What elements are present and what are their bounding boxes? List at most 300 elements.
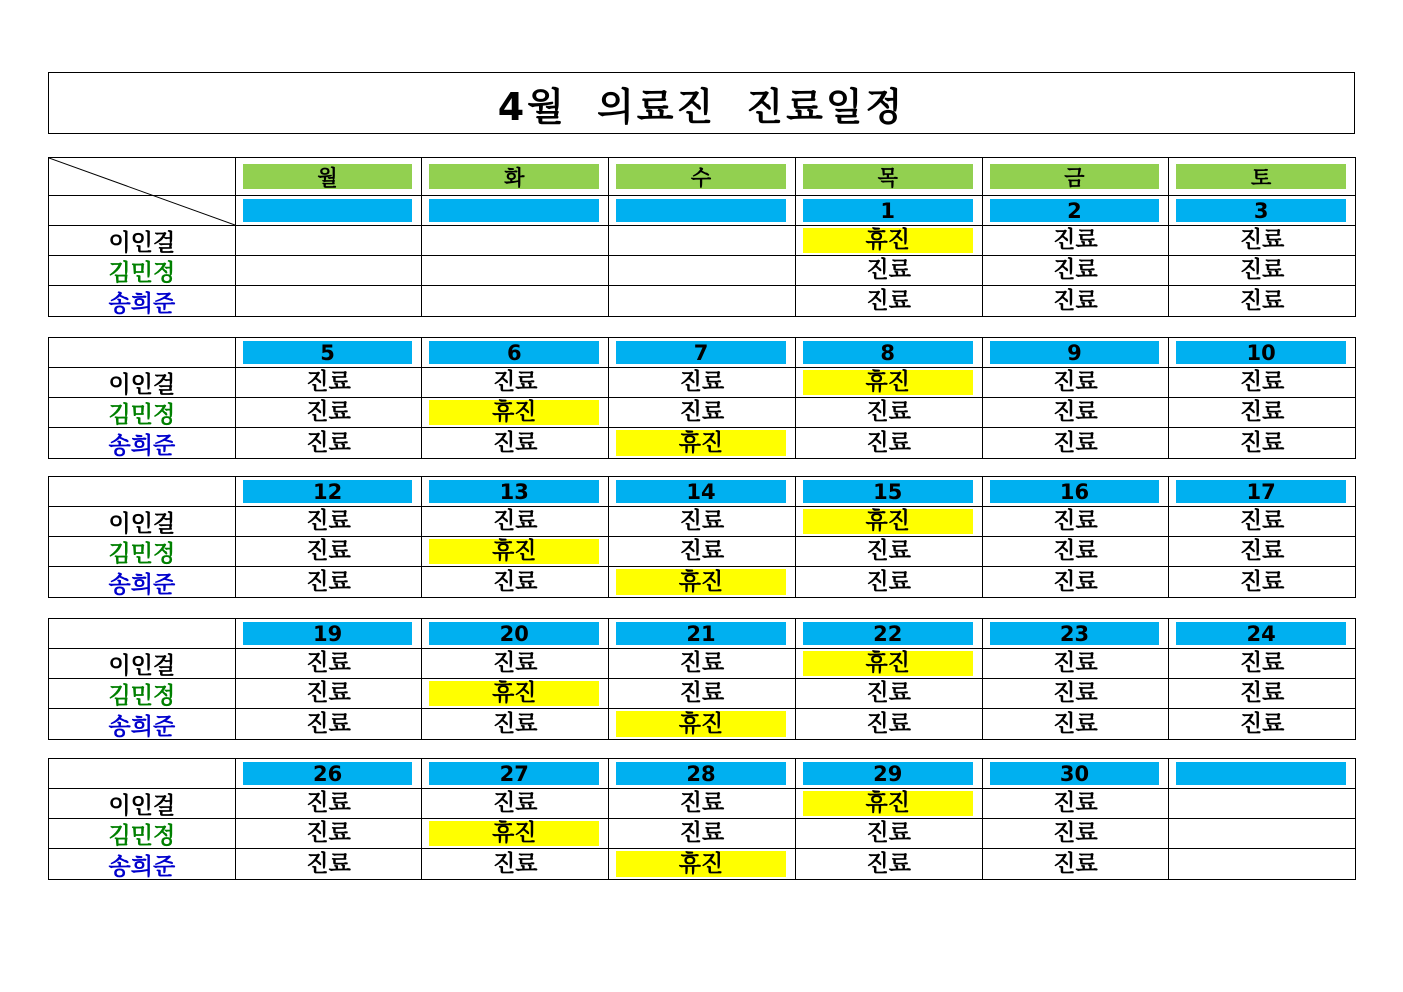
date-row-label-cell [49, 759, 236, 788]
status-off: 휴진 [865, 650, 910, 676]
off-day-highlight [616, 569, 786, 595]
schedule-cell [983, 256, 1170, 285]
date-cell [236, 338, 423, 367]
date-number: 8 [803, 341, 973, 364]
schedule-cell [422, 819, 609, 848]
doctor-name: 김민정 [108, 683, 176, 709]
status-working: 진료 [866, 820, 911, 846]
doctor-name-cell [49, 567, 236, 597]
corner-diagonal-cell [49, 158, 236, 195]
date-number: 12 [243, 480, 413, 503]
doctor-name-cell [49, 849, 236, 879]
date-number: 30 [990, 762, 1160, 785]
date-row-label-cell [49, 338, 236, 367]
date-number [429, 199, 599, 222]
off-day-highlight [803, 370, 973, 395]
date-cell [609, 759, 796, 788]
status-working: 진료 [306, 538, 351, 564]
doctor-name-cell [49, 679, 236, 708]
date-cell [422, 196, 609, 225]
status-working: 진료 [1239, 650, 1285, 676]
status-working: 진료 [866, 850, 911, 877]
status-working: 진료 [306, 680, 351, 706]
schedule-cell [236, 709, 423, 739]
doctor-name: 김민정 [108, 402, 176, 428]
schedule-cell [422, 709, 609, 739]
doctor-name-cell [49, 256, 236, 285]
schedule-cell [236, 398, 423, 427]
schedule-cell [1169, 679, 1355, 708]
status-working: 진료 [1239, 710, 1285, 737]
doctor-name-cell [49, 368, 236, 397]
schedule-cell [983, 679, 1170, 708]
schedule-cell [983, 649, 1170, 678]
schedule-cell [422, 398, 609, 427]
doctor-name: 송희준 [108, 713, 176, 740]
doctor-name: 송희준 [108, 290, 176, 317]
status-working: 진료 [493, 568, 538, 595]
doctor-row [49, 567, 1355, 597]
date-number: 24 [1176, 622, 1346, 645]
doctor-name-cell [49, 789, 236, 818]
schedule-cell [422, 226, 609, 255]
doctor-row [49, 819, 1355, 849]
schedule-cell [236, 679, 423, 708]
schedule-cell [422, 789, 609, 818]
week-table [48, 476, 1356, 598]
schedule-cell [609, 368, 796, 397]
status-working: 진료 [1239, 508, 1285, 534]
schedule-cell [609, 428, 796, 458]
date-cell [609, 338, 796, 367]
date-cell [796, 619, 983, 648]
date-cell [422, 759, 609, 788]
schedule-cell [983, 398, 1170, 427]
off-day-highlight [803, 228, 973, 253]
date-cell [983, 619, 1170, 648]
schedule-cell [1169, 226, 1355, 255]
status-working: 진료 [1053, 369, 1098, 395]
doctor-row [49, 286, 1355, 316]
schedule-cell [236, 226, 423, 255]
date-cell [236, 477, 423, 506]
status-off: 휴진 [678, 429, 724, 456]
date-number: 19 [243, 622, 413, 645]
schedule-cell [983, 709, 1170, 739]
status-working: 진료 [1053, 399, 1098, 425]
dayname-row [49, 158, 1355, 196]
date-number: 6 [429, 341, 599, 364]
status-working: 진료 [1239, 680, 1285, 706]
doctor-name: 송희준 [108, 853, 176, 880]
schedule-cell [796, 819, 983, 848]
status-working: 진료 [493, 650, 538, 676]
date-cell [422, 338, 609, 367]
schedule-cell [796, 649, 983, 678]
status-working: 진료 [866, 568, 911, 595]
schedule-cell [609, 649, 796, 678]
off-day-highlight [616, 851, 786, 877]
schedule-cell [796, 709, 983, 739]
status-working: 진료 [1053, 508, 1098, 534]
status-working: 진료 [1239, 429, 1285, 456]
doctor-row [49, 226, 1355, 256]
status-working: 진료 [1053, 227, 1098, 253]
date-cell [1169, 477, 1355, 506]
schedule-cell [1169, 286, 1355, 316]
doctor-name-cell [49, 428, 236, 458]
schedule-cell [796, 226, 983, 255]
date-row [49, 196, 1355, 226]
status-working: 진료 [679, 650, 725, 676]
dayname-cell [609, 158, 796, 195]
date-number: 7 [616, 341, 786, 364]
off-day-highlight [429, 681, 599, 706]
dayname-cell [796, 158, 983, 195]
schedule-cell [1169, 849, 1355, 879]
dayname-label: 월 [243, 164, 413, 189]
off-day-highlight [429, 400, 599, 425]
status-off: 휴진 [678, 568, 724, 595]
status-working: 진료 [1053, 568, 1098, 595]
date-number: 13 [429, 480, 599, 503]
date-cell [796, 338, 983, 367]
date-number: 23 [990, 622, 1160, 645]
date-number: 2 [990, 199, 1160, 222]
date-cell [1169, 338, 1355, 367]
date-row [49, 619, 1355, 649]
status-working: 진료 [679, 399, 725, 425]
date-number: 21 [616, 622, 786, 645]
doctor-row [49, 256, 1355, 286]
status-off: 휴진 [865, 369, 910, 395]
dayname-cell [1169, 158, 1355, 195]
status-off: 휴진 [865, 227, 910, 253]
schedule-cell [796, 368, 983, 397]
date-number [1176, 762, 1346, 785]
status-off: 휴진 [865, 508, 910, 534]
doctor-name-cell [49, 649, 236, 678]
status-off: 휴진 [492, 538, 537, 564]
status-working: 진료 [306, 399, 351, 425]
status-working: 진료 [866, 429, 911, 456]
doctor-name-cell [49, 709, 236, 739]
schedule-cell [422, 286, 609, 316]
doctor-name: 김민정 [108, 260, 176, 286]
doctor-row [49, 709, 1355, 739]
schedule-cell [236, 649, 423, 678]
status-working: 진료 [679, 508, 725, 534]
status-working: 진료 [1053, 820, 1098, 846]
status-working: 진료 [679, 820, 725, 846]
status-working: 진료 [679, 790, 725, 816]
status-working: 진료 [1239, 538, 1285, 564]
date-number: 26 [243, 762, 413, 785]
schedule-cell [983, 507, 1170, 536]
doctor-name-cell [49, 226, 236, 255]
schedule-cell [983, 428, 1170, 458]
schedule-cell [1169, 368, 1355, 397]
doctor-name: 송희준 [108, 571, 176, 598]
schedule-cell [609, 507, 796, 536]
schedule-cell [422, 256, 609, 285]
status-working: 진료 [1053, 710, 1098, 737]
doctor-name-cell [49, 398, 236, 427]
schedule-cell [236, 256, 423, 285]
schedule-cell [422, 507, 609, 536]
off-day-highlight [803, 509, 973, 534]
date-number: 29 [803, 762, 973, 785]
doctor-name: 이인걸 [108, 230, 176, 256]
status-working: 진료 [493, 508, 538, 534]
status-working: 진료 [1239, 568, 1285, 595]
schedule-cell [609, 789, 796, 818]
schedule-cell [1169, 819, 1355, 848]
schedule-cell [236, 537, 423, 566]
doctor-name: 이인걸 [108, 511, 176, 537]
status-working: 진료 [306, 790, 351, 816]
date-cell [983, 759, 1170, 788]
status-working: 진료 [306, 568, 351, 595]
schedule-cell [796, 286, 983, 316]
status-working: 진료 [866, 257, 911, 283]
date-number: 9 [990, 341, 1160, 364]
status-working: 진료 [306, 429, 351, 456]
status-working: 진료 [679, 369, 725, 395]
date-row [49, 338, 1355, 368]
status-working: 진료 [493, 429, 538, 456]
schedule-cell [796, 256, 983, 285]
schedule-cell [236, 428, 423, 458]
status-working: 진료 [493, 710, 538, 737]
schedule-cell [236, 286, 423, 316]
schedule-cell [1169, 428, 1355, 458]
dayname-cell [983, 158, 1170, 195]
date-number: 1 [803, 199, 973, 222]
date-cell [983, 338, 1170, 367]
status-working: 진료 [1239, 399, 1285, 425]
status-working: 진료 [493, 369, 538, 395]
off-day-highlight [803, 651, 973, 676]
date-number: 22 [803, 622, 973, 645]
week-table [48, 157, 1356, 317]
date-cell [796, 477, 983, 506]
doctor-name: 이인걸 [108, 793, 176, 819]
off-day-highlight [616, 711, 786, 737]
schedule-cell [422, 649, 609, 678]
schedule-cell [796, 507, 983, 536]
date-cell [609, 196, 796, 225]
schedule-cell [236, 567, 423, 597]
doctor-row [49, 849, 1355, 879]
dayname-cell [422, 158, 609, 195]
schedule-cell [609, 709, 796, 739]
schedule-cell [609, 256, 796, 285]
doctor-row [49, 398, 1355, 428]
date-row-label-cell [49, 619, 236, 648]
status-working: 진료 [306, 650, 351, 676]
status-off: 휴진 [492, 820, 537, 846]
schedule-cell [1169, 649, 1355, 678]
status-working: 진료 [493, 850, 538, 877]
status-working: 진료 [306, 508, 351, 534]
schedule-cell [1169, 256, 1355, 285]
schedule-cell [422, 679, 609, 708]
schedule-cell [422, 368, 609, 397]
dayname-label: 화 [429, 164, 599, 189]
doctor-name-cell [49, 286, 236, 316]
date-cell [609, 477, 796, 506]
schedule-cell [983, 286, 1170, 316]
schedule-cell [796, 789, 983, 818]
date-cell [236, 619, 423, 648]
dayname-label: 목 [803, 164, 973, 189]
date-number: 28 [616, 762, 786, 785]
dayname-cell [236, 158, 423, 195]
doctor-name-cell [49, 507, 236, 536]
schedule-cell [796, 428, 983, 458]
doctor-name: 김민정 [108, 823, 176, 849]
schedule-cell [796, 679, 983, 708]
status-working: 진료 [493, 790, 538, 816]
status-working: 진료 [306, 820, 351, 846]
schedule-cell [236, 789, 423, 818]
status-working: 진료 [306, 850, 351, 877]
status-working: 진료 [1053, 257, 1098, 283]
status-working: 진료 [866, 287, 911, 314]
date-number: 15 [803, 480, 973, 503]
schedule-cell [983, 789, 1170, 818]
schedule-cell [1169, 567, 1355, 597]
schedule-cell [422, 537, 609, 566]
page-title: 4월 의료진 진료일정 [497, 84, 906, 129]
schedule-cell [983, 226, 1170, 255]
date-number [616, 199, 786, 222]
status-off: 휴진 [492, 399, 537, 425]
schedule-cell [609, 849, 796, 879]
date-number: 17 [1176, 480, 1346, 503]
doctor-row [49, 507, 1355, 537]
status-off: 휴진 [492, 680, 537, 706]
doctor-row [49, 789, 1355, 819]
date-number: 27 [429, 762, 599, 785]
doctor-name-cell [49, 819, 236, 848]
dayname-label: 토 [1176, 164, 1346, 189]
status-working: 진료 [1053, 680, 1098, 706]
date-cell [609, 619, 796, 648]
status-working: 진료 [306, 710, 351, 737]
schedule-cell [609, 286, 796, 316]
status-working: 진료 [679, 680, 725, 706]
schedule-cell [983, 368, 1170, 397]
doctor-name-cell [49, 537, 236, 566]
schedule-cell [236, 849, 423, 879]
date-cell [1169, 196, 1355, 225]
status-working: 진료 [1239, 287, 1285, 314]
schedule-cell [796, 537, 983, 566]
date-number: 16 [990, 480, 1160, 503]
off-day-highlight [429, 821, 599, 846]
doctor-row [49, 649, 1355, 679]
doctor-name: 송희준 [108, 432, 176, 459]
status-off: 휴진 [678, 710, 724, 737]
date-row-label-cell [49, 477, 236, 506]
status-working: 진료 [1053, 650, 1098, 676]
dayname-label: 수 [616, 164, 786, 189]
date-number: 5 [243, 341, 413, 364]
date-row [49, 759, 1355, 789]
date-cell [796, 759, 983, 788]
status-working: 진료 [866, 680, 911, 706]
schedule-cell [1169, 709, 1355, 739]
schedule-title-box [48, 72, 1355, 134]
date-cell [236, 759, 423, 788]
date-cell [422, 477, 609, 506]
status-working: 진료 [1239, 227, 1285, 253]
doctor-name: 김민정 [108, 541, 176, 567]
schedule-cell [236, 507, 423, 536]
schedule-cell [609, 819, 796, 848]
off-day-highlight [616, 430, 786, 456]
schedule-cell [422, 428, 609, 458]
status-working: 진료 [866, 710, 911, 737]
doctor-row [49, 537, 1355, 567]
doctor-row [49, 428, 1355, 458]
schedule-cell [609, 537, 796, 566]
date-number: 3 [1176, 199, 1346, 222]
status-working: 진료 [306, 369, 351, 395]
status-working: 진료 [1239, 369, 1285, 395]
status-working: 진료 [679, 538, 725, 564]
doctor-row [49, 368, 1355, 398]
date-cell [422, 619, 609, 648]
doctor-name: 이인걸 [108, 653, 176, 679]
status-working: 진료 [866, 399, 911, 425]
date-cell [1169, 759, 1355, 788]
date-cell [983, 477, 1170, 506]
schedule-cell [796, 567, 983, 597]
schedule-cell [609, 226, 796, 255]
schedule-cell [422, 567, 609, 597]
status-off: 휴진 [678, 850, 724, 877]
date-row [49, 477, 1355, 507]
status-working: 진료 [1053, 287, 1098, 314]
schedule-cell [1169, 507, 1355, 536]
date-number [243, 199, 413, 222]
week-table [48, 618, 1356, 740]
schedule-cell [983, 849, 1170, 879]
doctor-row [49, 679, 1355, 709]
schedule-cell [236, 819, 423, 848]
schedule-cell [609, 567, 796, 597]
status-off: 휴진 [865, 790, 910, 816]
date-number: 10 [1176, 341, 1346, 364]
week-table [48, 337, 1356, 459]
schedule-cell [609, 398, 796, 427]
status-working: 진료 [1053, 429, 1098, 456]
status-working: 진료 [1053, 538, 1098, 564]
week-table [48, 758, 1356, 880]
date-cell [236, 196, 423, 225]
schedule-cell [1169, 398, 1355, 427]
date-cell [983, 196, 1170, 225]
status-working: 진료 [866, 538, 911, 564]
date-cell [1169, 619, 1355, 648]
dayname-label: 금 [990, 164, 1160, 189]
off-day-highlight [803, 791, 973, 816]
schedule-cell [983, 537, 1170, 566]
date-number: 14 [616, 480, 786, 503]
